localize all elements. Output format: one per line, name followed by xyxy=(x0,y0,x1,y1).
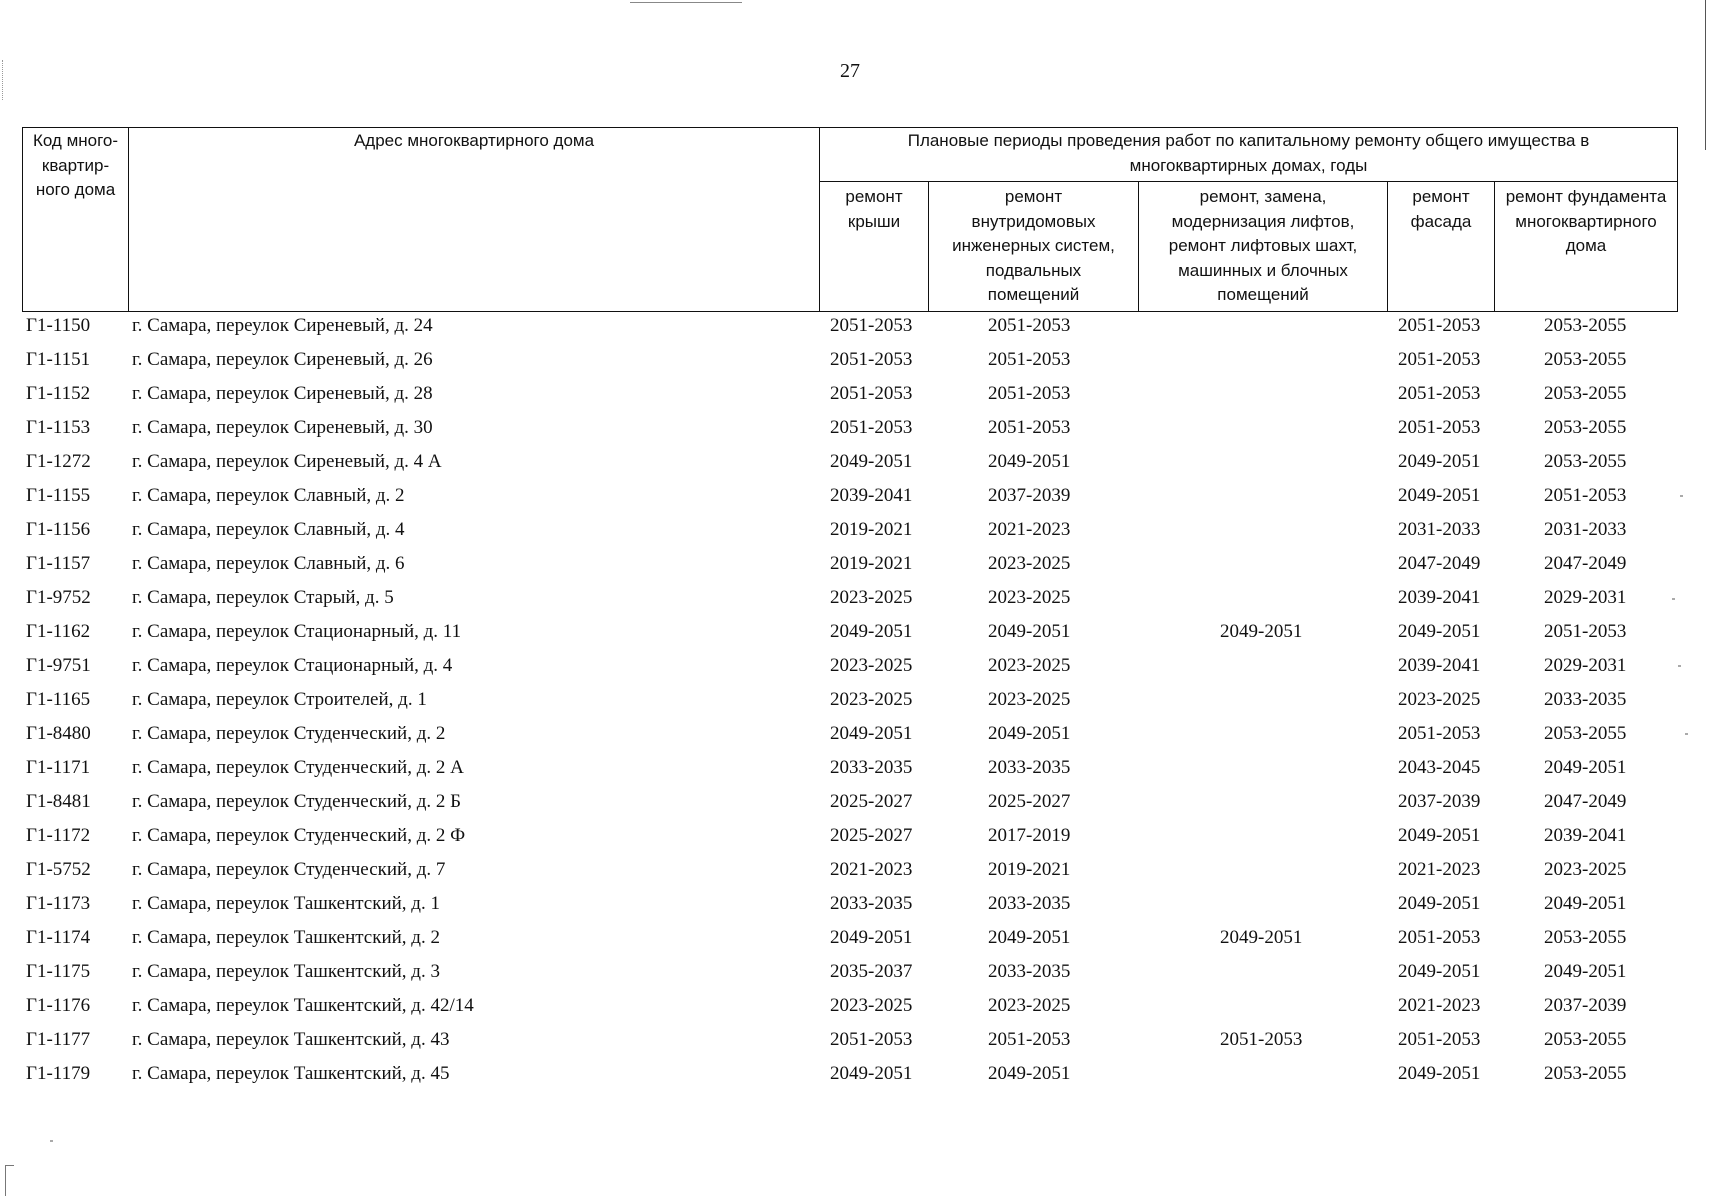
cell-lifts: 2051-2053 xyxy=(1220,1029,1303,1050)
table-row xyxy=(22,617,1678,651)
cell-foundation: 2047-2049 xyxy=(1544,791,1627,812)
cell-foundation: 2053-2055 xyxy=(1544,1063,1627,1084)
cell-code: Г1-5752 xyxy=(26,859,91,880)
table-row xyxy=(22,379,1678,413)
cell-facade: 2049-2051 xyxy=(1398,485,1481,506)
table-row xyxy=(22,787,1678,821)
cell-code: Г1-1177 xyxy=(26,1029,91,1050)
table-row xyxy=(22,923,1678,957)
cell-engineering: 2025-2027 xyxy=(988,791,1071,812)
cell-facade: 2023-2025 xyxy=(1398,689,1481,710)
cell-address: г. Самара, переулок Стационарный, д. 11 xyxy=(132,621,462,642)
cell-code: Г1-1174 xyxy=(26,927,91,948)
cell-roof: 2023-2025 xyxy=(830,587,913,608)
cell-engineering: 2051-2053 xyxy=(988,383,1071,404)
cell-roof: 2049-2051 xyxy=(830,723,913,744)
cell-facade: 2051-2053 xyxy=(1398,723,1481,744)
table-row xyxy=(22,1059,1678,1093)
table-row xyxy=(22,345,1678,379)
cell-foundation: 2047-2049 xyxy=(1544,553,1627,574)
table-row xyxy=(22,447,1678,481)
cell-code: Г1-1173 xyxy=(26,893,91,914)
cell-foundation: 2033-2035 xyxy=(1544,689,1627,710)
cell-code: Г1-1272 xyxy=(26,451,91,472)
table-row xyxy=(22,855,1678,889)
cell-address: г. Самара, переулок Студенческий, д. 2 А xyxy=(132,757,464,778)
cell-roof: 2049-2051 xyxy=(830,927,913,948)
cell-roof: 2025-2027 xyxy=(830,825,913,846)
cell-roof: 2025-2027 xyxy=(830,791,913,812)
table-row xyxy=(22,685,1678,719)
scan-corner-mark xyxy=(5,1165,14,1196)
header-foundation: ремонт фундамента многоквартирного дома xyxy=(1505,187,1667,255)
cell-facade: 2051-2053 xyxy=(1398,383,1481,404)
cell-roof: 2033-2035 xyxy=(830,893,913,914)
cell-address: г. Самара, переулок Сиреневый, д. 30 xyxy=(132,417,433,438)
header-address: Адрес многоквартирного дома xyxy=(353,131,595,150)
cell-roof: 2019-2021 xyxy=(830,553,913,574)
cell-code: Г1-1176 xyxy=(26,995,91,1016)
cell-address: г. Самара, переулок Ташкентский, д. 1 xyxy=(132,893,440,914)
table-row xyxy=(22,651,1678,685)
cell-engineering: 2033-2035 xyxy=(988,757,1071,778)
cell-facade: 2021-2023 xyxy=(1398,995,1481,1016)
cell-engineering: 2021-2023 xyxy=(988,519,1071,540)
cell-address: г. Самара, переулок Ташкентский, д. 3 xyxy=(132,961,440,982)
cell-code: Г1-1153 xyxy=(26,417,91,438)
cell-address: г. Самара, переулок Студенческий, д. 7 xyxy=(132,859,446,880)
table-row xyxy=(22,413,1678,447)
cell-facade: 2049-2051 xyxy=(1398,961,1481,982)
table-row xyxy=(22,991,1678,1025)
cell-facade: 2051-2053 xyxy=(1398,1029,1481,1050)
cell-engineering: 2049-2051 xyxy=(988,451,1071,472)
scan-speck xyxy=(1685,733,1688,735)
cell-engineering: 2017-2019 xyxy=(988,825,1071,846)
cell-address: г. Самара, переулок Славный, д. 2 xyxy=(132,485,405,506)
cell-foundation: 2053-2055 xyxy=(1544,315,1627,336)
cell-facade: 2039-2041 xyxy=(1398,587,1481,608)
cell-roof: 2023-2025 xyxy=(830,689,913,710)
cell-code: Г1-1165 xyxy=(26,689,91,710)
cell-engineering: 2033-2035 xyxy=(988,961,1071,982)
cell-address: г. Самара, переулок Славный, д. 4 xyxy=(132,519,405,540)
cell-foundation: 2031-2033 xyxy=(1544,519,1627,540)
cell-foundation: 2037-2039 xyxy=(1544,995,1627,1016)
cell-facade: 2051-2053 xyxy=(1398,927,1481,948)
cell-code: Г1-1171 xyxy=(26,757,91,778)
cell-roof: 2049-2051 xyxy=(830,621,913,642)
cell-foundation: 2053-2055 xyxy=(1544,723,1627,744)
cell-roof: 2051-2053 xyxy=(830,383,913,404)
cell-address: г. Самара, переулок Ташкентский, д. 2 xyxy=(132,927,440,948)
cell-code: Г1-1152 xyxy=(26,383,91,404)
page-number: 27 xyxy=(840,60,860,82)
cell-lifts: 2049-2051 xyxy=(1220,927,1303,948)
scan-margin-mark xyxy=(2,60,13,100)
cell-address: г. Самара, переулок Студенческий, д. 2 xyxy=(132,723,446,744)
cell-code: Г1-1179 xyxy=(26,1063,91,1084)
cell-engineering: 2023-2025 xyxy=(988,553,1071,574)
cell-foundation: 2029-2031 xyxy=(1544,655,1627,676)
cell-address: г. Самара, переулок Старый, д. 5 xyxy=(132,587,394,608)
cell-foundation: 2023-2025 xyxy=(1544,859,1627,880)
cell-address: г. Самара, переулок Студенческий, д. 2 Ф xyxy=(132,825,466,846)
cell-address: г. Самара, переулок Сиреневый, д. 28 xyxy=(132,383,433,404)
cell-foundation: 2053-2055 xyxy=(1544,383,1627,404)
header-code: Код много- квартир- ного дома xyxy=(32,131,119,199)
cell-foundation: 2049-2051 xyxy=(1544,893,1627,914)
header-facade: ремонт фасада xyxy=(1410,187,1472,231)
cell-address: г. Самара, переулок Сиреневый, д. 24 xyxy=(132,315,433,336)
scan-speck xyxy=(1672,598,1675,600)
cell-address: г. Самара, переулок Сиреневый, д. 4 А xyxy=(132,451,442,472)
cell-code: Г1-1150 xyxy=(26,315,91,336)
table-row xyxy=(22,957,1678,991)
cell-engineering: 2051-2053 xyxy=(988,1029,1071,1050)
cell-engineering: 2023-2025 xyxy=(988,587,1071,608)
cell-code: Г1-1157 xyxy=(26,553,91,574)
cell-facade: 2043-2045 xyxy=(1398,757,1481,778)
scan-speck xyxy=(50,1140,53,1142)
table-row xyxy=(22,481,1678,515)
cell-roof: 2049-2051 xyxy=(830,1063,913,1084)
cell-engineering: 2019-2021 xyxy=(988,859,1071,880)
cell-roof: 2023-2025 xyxy=(830,655,913,676)
table-row xyxy=(22,821,1678,855)
table-row xyxy=(22,1025,1678,1059)
cell-foundation: 2049-2051 xyxy=(1544,961,1627,982)
cell-foundation: 2051-2053 xyxy=(1544,485,1627,506)
cell-engineering: 2051-2053 xyxy=(988,417,1071,438)
cell-roof: 2051-2053 xyxy=(830,1029,913,1050)
table-row xyxy=(22,515,1678,549)
cell-engineering: 2049-2051 xyxy=(988,1063,1071,1084)
scan-speck xyxy=(1678,665,1681,667)
cell-code: Г1-1162 xyxy=(26,621,91,642)
cell-code: Г1-1175 xyxy=(26,961,91,982)
cell-foundation: 2053-2055 xyxy=(1544,1029,1627,1050)
cell-engineering: 2051-2053 xyxy=(988,315,1071,336)
cell-foundation: 2051-2053 xyxy=(1544,621,1627,642)
cell-roof: 2051-2053 xyxy=(830,315,913,336)
cell-roof: 2021-2023 xyxy=(830,859,913,880)
cell-engineering: 2051-2053 xyxy=(988,349,1071,370)
scan-page-edge xyxy=(1705,0,1706,150)
cell-facade: 2051-2053 xyxy=(1398,349,1481,370)
cell-code: Г1-1151 xyxy=(26,349,91,370)
cell-engineering: 2049-2051 xyxy=(988,723,1071,744)
cell-facade: 2049-2051 xyxy=(1398,1063,1481,1084)
table-row xyxy=(22,311,1678,345)
cell-foundation: 2053-2055 xyxy=(1544,349,1627,370)
cell-foundation: 2049-2051 xyxy=(1544,757,1627,778)
cell-address: г. Самара, переулок Ташкентский, д. 42/14 xyxy=(132,995,474,1016)
cell-code: Г1-9752 xyxy=(26,587,91,608)
cell-code: Г1-8480 xyxy=(26,723,91,744)
cell-engineering: 2037-2039 xyxy=(988,485,1071,506)
cell-foundation: 2029-2031 xyxy=(1544,587,1627,608)
cell-facade: 2021-2023 xyxy=(1398,859,1481,880)
cell-lifts: 2049-2051 xyxy=(1220,621,1303,642)
cell-foundation: 2053-2055 xyxy=(1544,927,1627,948)
header-periods: Плановые периоды проведения работ по капитальному ремонту общего имущества в многоквартирных домах, годы xyxy=(907,131,1590,175)
cell-facade: 2037-2039 xyxy=(1398,791,1481,812)
cell-facade: 2049-2051 xyxy=(1398,893,1481,914)
cell-code: Г1-8481 xyxy=(26,791,91,812)
cell-address: г. Самара, переулок Сиреневый, д. 26 xyxy=(132,349,433,370)
cell-roof: 2023-2025 xyxy=(830,995,913,1016)
cell-foundation: 2053-2055 xyxy=(1544,417,1627,438)
cell-foundation: 2053-2055 xyxy=(1544,451,1627,472)
table-row xyxy=(22,719,1678,753)
cell-address: г. Самара, переулок Стационарный, д. 4 xyxy=(132,655,453,676)
table-row xyxy=(22,889,1678,923)
cell-address: г. Самара, переулок Ташкентский, д. 43 xyxy=(132,1029,450,1050)
cell-foundation: 2039-2041 xyxy=(1544,825,1627,846)
cell-engineering: 2049-2051 xyxy=(988,927,1071,948)
cell-facade: 2049-2051 xyxy=(1398,621,1481,642)
cell-roof: 2039-2041 xyxy=(830,485,913,506)
cell-code: Г1-1156 xyxy=(26,519,91,540)
cell-facade: 2049-2051 xyxy=(1398,451,1481,472)
scan-top-rule xyxy=(630,2,742,3)
scan-speck xyxy=(1680,495,1683,497)
cell-facade: 2051-2053 xyxy=(1398,315,1481,336)
table-row xyxy=(22,583,1678,617)
header-lifts: ремонт, замена, модернизация лифтов, ремонт лифтовых шахт, машинных и блочных помещений xyxy=(1168,187,1358,304)
cell-roof: 2051-2053 xyxy=(830,417,913,438)
cell-address: г. Самара, переулок Строителей, д. 1 xyxy=(132,689,427,710)
table-row xyxy=(22,753,1678,787)
cell-roof: 2035-2037 xyxy=(830,961,913,982)
cell-facade: 2031-2033 xyxy=(1398,519,1481,540)
cell-facade: 2049-2051 xyxy=(1398,825,1481,846)
cell-code: Г1-1155 xyxy=(26,485,91,506)
cell-code: Г1-9751 xyxy=(26,655,91,676)
cell-roof: 2051-2053 xyxy=(830,349,913,370)
cell-roof: 2033-2035 xyxy=(830,757,913,778)
cell-engineering: 2023-2025 xyxy=(988,689,1071,710)
cell-code: Г1-1172 xyxy=(26,825,91,846)
table-row xyxy=(22,549,1678,583)
cell-facade: 2047-2049 xyxy=(1398,553,1481,574)
cell-engineering: 2049-2051 xyxy=(988,621,1071,642)
cell-facade: 2039-2041 xyxy=(1398,655,1481,676)
cell-roof: 2049-2051 xyxy=(830,451,913,472)
header-roof: ремонт крыши xyxy=(845,187,903,231)
cell-address: г. Самара, переулок Славный, д. 6 xyxy=(132,553,405,574)
cell-address: г. Самара, переулок Ташкентский, д. 45 xyxy=(132,1063,450,1084)
cell-address: г. Самара, переулок Студенческий, д. 2 Б xyxy=(132,791,462,812)
header-engineering: ремонт внутридомовых инженерных систем, подвальных помещений xyxy=(952,187,1115,304)
cell-engineering: 2033-2035 xyxy=(988,893,1071,914)
cell-roof: 2019-2021 xyxy=(830,519,913,540)
cell-engineering: 2023-2025 xyxy=(988,995,1071,1016)
cell-facade: 2051-2053 xyxy=(1398,417,1481,438)
cell-engineering: 2023-2025 xyxy=(988,655,1071,676)
table-header xyxy=(22,127,1678,312)
